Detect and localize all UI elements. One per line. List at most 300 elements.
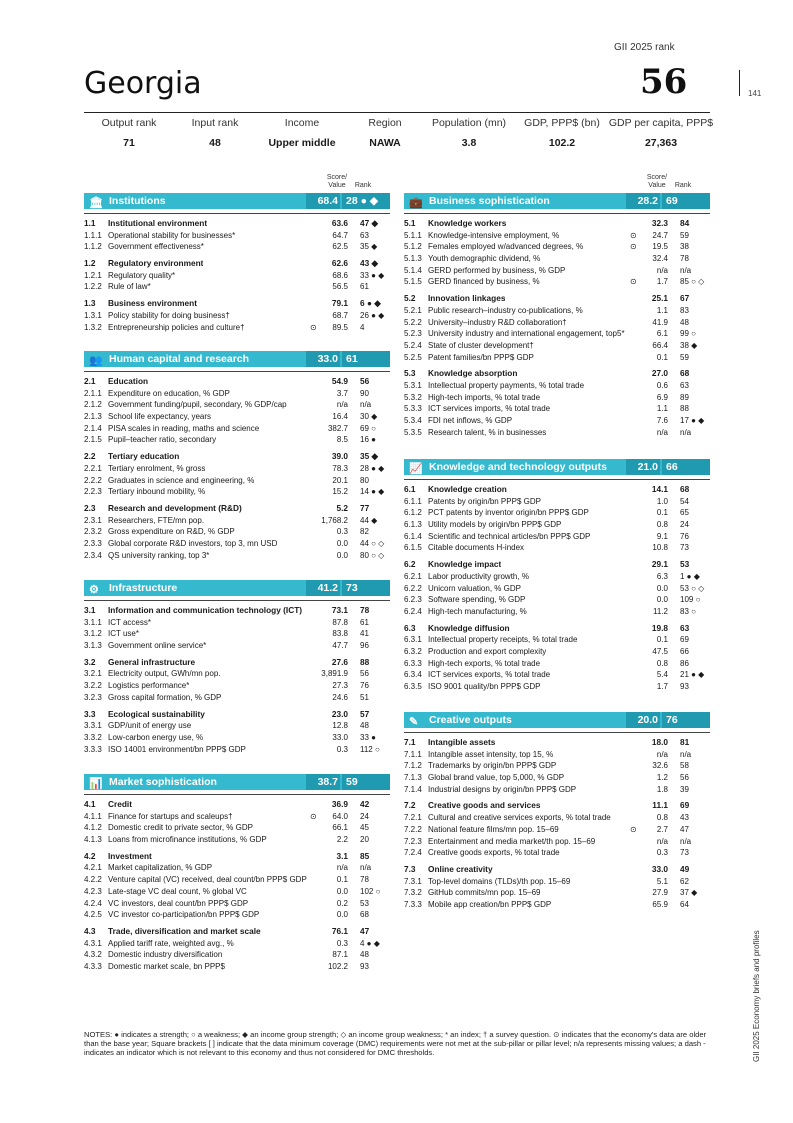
- summary-header: GDP per capita, PPP$: [608, 117, 714, 129]
- section-divider: [84, 794, 390, 795]
- indicator-row: [404, 887, 710, 899]
- indicator-code: 5.3.2: [404, 392, 422, 402]
- indicator-score: 41.9: [652, 317, 668, 327]
- indicator-label: Research talent, % in businesses: [428, 427, 547, 437]
- indicator-score: 79.1: [331, 298, 348, 309]
- indicator-rank: 43 ◆: [360, 258, 378, 269]
- indicator-label: Top-level domains (TLDs)/th pop. 15–69: [428, 876, 571, 886]
- indicator-label: GitHub commits/mn pop. 15–69: [428, 888, 541, 898]
- indicator-rank: 99 ○: [680, 329, 696, 339]
- section-divider: [84, 213, 390, 214]
- indicator-row: [404, 784, 710, 796]
- sub-pillar-row: [404, 737, 710, 749]
- indicator-label: Regulatory quality*: [108, 270, 176, 280]
- indicator-rank: 78: [360, 605, 370, 615]
- indicator-rank: 38 ◆: [680, 340, 698, 350]
- indicator-rank: 17 ● ◆: [680, 416, 705, 425]
- indicator-score: n/a: [656, 265, 668, 275]
- indicator-rank: 84: [680, 218, 690, 228]
- indicator-score: 47.7: [332, 641, 348, 651]
- indicator-row: [84, 668, 390, 680]
- indicator-code: 6.1.4: [404, 531, 422, 541]
- indicator-score: 1,768.2: [321, 515, 348, 525]
- indicator-code: 1.1: [84, 218, 96, 228]
- indicator-code: 5.2: [404, 293, 416, 304]
- indicator-code: 5.2.5: [404, 352, 422, 362]
- indicator-rank: 83 ○: [680, 606, 696, 616]
- indicator-label: Intangible assets: [428, 737, 496, 747]
- indicator-rank: 28 ● ◆: [360, 463, 385, 473]
- indicator-label: Gross capital formation, % GDP: [108, 692, 222, 702]
- indicator-code: 5.3.1: [404, 380, 422, 390]
- indicator-rank: 66: [680, 646, 689, 656]
- indicator-code: 2.1.5: [84, 435, 102, 445]
- indicator-row: [84, 538, 390, 550]
- indicator-rows: [404, 484, 710, 693]
- indicator-score: 0.8: [656, 658, 668, 668]
- indicator-rank: n/a: [680, 427, 692, 437]
- indicator-rank: n/a: [360, 400, 372, 410]
- indicator-rank: 33 ● ◆: [360, 270, 385, 280]
- side-running-title: GII 2025 Economy briefs and profiles: [752, 930, 761, 1062]
- indicator-score: 27.6: [331, 656, 348, 667]
- indicator-rank: 81: [680, 737, 690, 747]
- indicator-label: University–industry R&D collaboration†: [428, 317, 567, 327]
- indicator-label: Government effectiveness*: [108, 242, 204, 252]
- indicator-score: 25.1: [651, 293, 668, 304]
- indicator-code: 5.3.3: [404, 404, 422, 414]
- indicator-code: 1.2: [84, 258, 96, 269]
- indicator-rank: 63: [680, 622, 690, 633]
- indicator-score: 14.1: [651, 484, 668, 494]
- indicator-label: Entertainment and media market/th pop. 15–69: [428, 836, 596, 846]
- indicator-score: 10.8: [652, 543, 668, 553]
- indicator-rank: 68: [680, 484, 690, 494]
- indicator-code: 7.1.3: [404, 773, 422, 783]
- indicator-code: 3.2: [84, 656, 96, 667]
- indicator-rank: 47: [680, 824, 689, 834]
- indicator-label: Tertiary enrolment, % gross: [108, 463, 206, 473]
- indicator-label: Software spending, % GDP: [428, 595, 526, 605]
- indicator-rank: 63: [360, 230, 369, 240]
- indicator-code: 7.2.3: [404, 836, 422, 846]
- indicator-label: Government funding/pupil, secondary, % GDP/cap: [108, 400, 287, 410]
- indicator-score: 7.6: [656, 416, 668, 425]
- indicator-score: 19.5: [652, 242, 668, 252]
- indicator-row: [84, 909, 390, 921]
- summary-header: GDP, PPP$ (bn): [524, 117, 600, 129]
- indicator-rank: 53: [360, 898, 369, 908]
- indicator-rank: 53 ○ ◇: [680, 583, 705, 593]
- indicator-score: 20.1: [332, 475, 348, 485]
- indicator-code: 7.3: [404, 863, 416, 874]
- outdated-data-icon: ⊙: [630, 230, 637, 240]
- indicator-rank: 24: [680, 520, 689, 530]
- indicator-row: [84, 961, 390, 973]
- indicator-score: 87.1: [332, 950, 348, 960]
- indicator-score: 3.7: [336, 388, 348, 398]
- indicator-label: Rule of law*: [108, 282, 151, 292]
- indicator-code: 7.2.2: [404, 824, 422, 834]
- indicator-code: 7.1.2: [404, 761, 422, 771]
- indicator-label: Global brand value, top 5,000, % GDP: [428, 773, 565, 783]
- pillar-score: 38.7: [306, 774, 340, 790]
- indicator-rank: 16 ●: [360, 435, 376, 445]
- indicator-row: [84, 270, 390, 282]
- indicator-code: 2.1: [84, 376, 96, 386]
- indicator-rank: n/a: [680, 749, 692, 759]
- indicator-code: 7.2.4: [404, 848, 422, 858]
- indicator-label: Venture capital (VC) received, deal count/bn PPP$ GDP: [108, 875, 307, 885]
- sub-pillar-row: [84, 926, 390, 938]
- indicator-row: [404, 836, 710, 848]
- sub-pillar-row: [84, 298, 390, 310]
- indicator-label: General infrastructure: [108, 656, 196, 667]
- indicator-score: 36.9: [331, 799, 348, 809]
- indicator-code: 1.2.1: [84, 270, 102, 280]
- indicator-label: Industrial designs by origin/bn PPP$ GDP: [428, 784, 577, 794]
- indicator-row: [404, 634, 710, 646]
- sub-pillar-row: [404, 368, 710, 380]
- outdated-data-icon: ⊙: [630, 824, 637, 834]
- indicator-label: Tertiary education: [108, 451, 180, 462]
- indicator-code: 2.3.3: [84, 538, 102, 548]
- indicator-row: [404, 519, 710, 531]
- indicator-label: ICT access*: [108, 617, 151, 627]
- indicator-score: 11.1: [652, 800, 668, 811]
- indicator-label: VC investor co-participation/bn PPP$ GDP: [108, 910, 260, 920]
- indicator-rank: 61: [360, 617, 369, 627]
- indicator-code: 6.2.3: [404, 595, 422, 605]
- indicator-rank: 57: [360, 708, 370, 719]
- indicator-row: [84, 411, 390, 423]
- pillar-title: Human capital and research: [109, 353, 250, 365]
- indicator-label: Knowledge workers: [428, 218, 507, 228]
- indicator-label: Trademarks by origin/bn PPP$ GDP: [428, 761, 557, 771]
- indicator-score: 24.7: [652, 230, 668, 240]
- indicator-code: 3.2.2: [84, 681, 102, 691]
- indicator-score: 87.8: [332, 617, 348, 627]
- country-title: Georgia: [84, 66, 202, 101]
- indicator-row: [404, 415, 710, 427]
- indicator-label: Pupil–teacher ratio, secondary: [108, 435, 217, 445]
- indicator-score: 3.1: [336, 850, 348, 861]
- indicator-rank: 35 ◆: [360, 242, 378, 252]
- indicator-row: [404, 681, 710, 693]
- indicator-row: [404, 340, 710, 352]
- indicator-row: [404, 571, 710, 583]
- indicator-score: 66.1: [332, 823, 348, 833]
- indicator-label: Electricity output, GWh/mn pop.: [108, 669, 221, 679]
- indicator-code: 3.2.1: [84, 669, 102, 679]
- indicator-score: 73.1: [331, 605, 348, 615]
- indicator-score: 5.2: [336, 502, 348, 513]
- pillar-section: [84, 774, 390, 973]
- indicator-row: [84, 862, 390, 874]
- indicator-code: 4.2.4: [84, 898, 102, 908]
- indicator-label: Low-carbon energy use, %: [108, 732, 204, 742]
- indicator-rows: [404, 218, 710, 438]
- indicator-code: 3.1.2: [84, 629, 102, 639]
- indicator-label: Scientific and technical articles/bn PPP$ GDP: [428, 531, 591, 541]
- indicator-score: 1.1: [656, 404, 668, 414]
- indicator-row: [84, 744, 390, 756]
- sub-pillar-row: [404, 623, 710, 635]
- indicator-row: [84, 617, 390, 629]
- indicator-rank: 96: [360, 641, 369, 651]
- sub-pillar-row: [404, 293, 710, 305]
- indicator-rank: 73: [680, 543, 689, 553]
- indicator-row: [84, 322, 390, 334]
- indicator-code: 2.2.2: [84, 475, 102, 485]
- indicator-score: 32.6: [652, 761, 668, 771]
- indicator-row: [404, 403, 710, 415]
- indicator-rank: 78: [680, 254, 689, 264]
- indicator-score: 68.6: [332, 270, 348, 280]
- indicator-score: 19.8: [651, 622, 668, 633]
- sub-pillar-row: [84, 851, 390, 863]
- indicator-code: 2.1.1: [84, 388, 102, 398]
- page-number: 141: [748, 89, 762, 98]
- indicator-label: Ecological sustainability: [108, 708, 205, 719]
- indicator-label: Utility models by origin/bn PPP$ GDP: [428, 520, 562, 530]
- outdated-data-icon: ⊙: [630, 242, 637, 252]
- indicator-code: 1.3: [84, 298, 96, 309]
- indicator-score: 0.0: [336, 910, 348, 920]
- indicator-code: 6.3.3: [404, 658, 422, 668]
- indicator-code: 6.2.4: [404, 606, 422, 616]
- indicator-score: 0.8: [656, 813, 668, 823]
- rank-col-header-right: Rank: [674, 182, 692, 189]
- gii-rank-value: 56: [640, 62, 688, 102]
- indicator-code: 6.1.1: [404, 496, 422, 506]
- summary-header: Income: [284, 117, 320, 129]
- indicator-score: 62.5: [332, 242, 348, 252]
- sub-pillar-row: [84, 376, 390, 388]
- indicator-row: [84, 423, 390, 435]
- indicator-rank: 64: [680, 899, 689, 909]
- indicator-score: 33.0: [651, 863, 668, 874]
- indicator-label: Tertiary inbound mobility, %: [108, 487, 206, 497]
- indicator-score: 0.2: [336, 898, 348, 908]
- indicator-rank: 39: [680, 784, 689, 794]
- indicator-code: 5.3.4: [404, 416, 422, 425]
- indicator-rank: 112 ○: [360, 744, 380, 754]
- indicator-score: 16.4: [332, 412, 348, 422]
- indicator-label: Information and communication technology (ICT): [108, 605, 303, 615]
- section-divider: [404, 479, 710, 480]
- indicator-rank: 51: [360, 692, 369, 702]
- indicator-rank: 48: [360, 721, 369, 731]
- indicator-code: 1.1.2: [84, 242, 102, 252]
- indicator-label: Intellectual property payments, % total trade: [428, 380, 585, 390]
- score-col-header-right: Score/ Value: [646, 174, 668, 189]
- indicator-rank: 4 ● ◆: [360, 938, 380, 948]
- indicator-score: 23.0: [331, 708, 348, 719]
- indicator-label: ICT services imports, % total trade: [428, 404, 551, 414]
- indicator-rank: 20: [360, 835, 369, 845]
- indicator-label: ISO 14001 environment/bn PPP$ GDP: [108, 744, 246, 754]
- indicator-rank: 109 ○: [680, 595, 701, 605]
- indicator-code: 6.1.3: [404, 520, 422, 530]
- indicator-score: 0.1: [656, 352, 668, 362]
- indicator-code: 3.2.3: [84, 692, 102, 702]
- indicator-row: [84, 692, 390, 704]
- indicator-rank: n/a: [360, 863, 372, 873]
- indicator-rank: 68: [680, 368, 690, 379]
- indicator-label: High-tech imports, % total trade: [428, 392, 541, 402]
- indicator-rank: 33 ●: [360, 732, 376, 742]
- indicator-code: 5.1.5: [404, 277, 422, 287]
- indicator-label: Global corporate R&D investors, top 3, mn USD: [108, 538, 278, 548]
- indicator-row: [404, 230, 710, 242]
- indicator-row: [84, 732, 390, 744]
- pillar-rank: 66: [662, 459, 710, 475]
- indicator-row: [84, 241, 390, 253]
- indicator-label: Graduates in science and engineering, %: [108, 475, 255, 485]
- indicator-score: 29.1: [651, 559, 668, 570]
- indicator-score: 3,891.9: [321, 669, 348, 679]
- indicator-rank: 78: [360, 875, 369, 885]
- pillar-title: Knowledge and technology outputs: [429, 461, 607, 473]
- indicator-code: 7.3.2: [404, 888, 422, 898]
- indicator-row: [84, 515, 390, 527]
- indicator-label: Intangible asset intensity, top 15, %: [428, 749, 554, 759]
- indicator-score: 0.0: [656, 595, 668, 605]
- sub-pillar-row: [84, 799, 390, 811]
- indicator-score: 0.0: [336, 550, 348, 560]
- indicator-code: 6.2: [404, 559, 416, 570]
- pillar-section: [404, 712, 710, 911]
- indicator-row: [404, 496, 710, 508]
- indicator-rank: 85: [360, 850, 370, 861]
- summary-value: 3.8: [461, 137, 477, 149]
- indicator-rank: 93: [360, 961, 369, 971]
- indicator-score: 2.7: [656, 824, 668, 834]
- section-divider: [404, 213, 710, 214]
- indicator-score: 32.4: [652, 254, 668, 264]
- indicator-row: [84, 720, 390, 732]
- pillar-header: [404, 459, 710, 475]
- summary-header: Population (mn): [431, 117, 507, 129]
- indicator-rank: 69: [680, 800, 690, 811]
- indicator-rank: 85 ○ ◇: [680, 277, 705, 287]
- pillar-score: 33.0: [306, 351, 340, 367]
- outdated-data-icon: ⊙: [630, 277, 637, 287]
- indicator-rank: 61: [360, 282, 369, 292]
- indicator-label: Patents by origin/bn PPP$ GDP: [428, 496, 541, 506]
- indicator-score: 6.3: [656, 571, 668, 581]
- indicator-label: Creative goods and services: [428, 800, 541, 811]
- indicator-code: 4.2.3: [84, 886, 102, 896]
- indicator-label: Citable documents H-index: [428, 543, 525, 553]
- rank-col-header-left: Rank: [354, 182, 372, 189]
- indicator-code: 6.1: [404, 484, 416, 494]
- indicator-label: Logistics performance*: [108, 681, 190, 691]
- summary-value: 48: [209, 137, 221, 149]
- indicator-code: 1.1.1: [84, 230, 102, 240]
- indicator-code: 3.3.1: [84, 721, 102, 731]
- indicator-score: 0.0: [336, 538, 348, 548]
- indicator-code: 5.2.1: [404, 305, 422, 315]
- summary-header: Input rank: [191, 117, 239, 129]
- indicator-code: 3.3: [84, 708, 96, 719]
- indicator-score: 27.3: [332, 681, 348, 691]
- indicator-code: 3.1.1: [84, 617, 102, 627]
- indicator-score: 0.8: [656, 520, 668, 530]
- indicator-label: QS university ranking, top 3*: [108, 550, 210, 560]
- indicator-row: [84, 486, 390, 498]
- indicator-code: 5.2.3: [404, 329, 422, 339]
- indicator-score: 32.3: [651, 218, 668, 228]
- indicator-code: 7.3.1: [404, 876, 422, 886]
- pillar-title: Creative outputs: [429, 714, 512, 726]
- institutions-icon: 🏛: [89, 197, 103, 209]
- indicator-rank: 65: [680, 508, 689, 518]
- indicator-row: [404, 328, 710, 340]
- indicator-rank: 44 ○ ◇: [360, 538, 385, 548]
- indicator-code: 4.1: [84, 799, 96, 809]
- indicator-rank: 21 ● ◆: [680, 670, 705, 680]
- indicator-code: 4.3.3: [84, 961, 102, 971]
- indicator-row: [404, 606, 710, 618]
- indicator-score: 102.2: [327, 961, 348, 971]
- indicator-row: [84, 628, 390, 640]
- indicator-row: [404, 772, 710, 784]
- indicator-row: [404, 507, 710, 519]
- indicator-label: Unicorn valuation, % GDP: [428, 583, 521, 593]
- indicator-score: 12.8: [332, 721, 348, 731]
- indicator-rank: 53: [680, 559, 690, 570]
- indicator-label: Late-stage VC deal count, % global VC: [108, 886, 247, 896]
- indicator-score: 63.6: [331, 218, 348, 228]
- indicator-code: 5.2.4: [404, 340, 422, 350]
- indicator-code: 7.1.1: [404, 749, 422, 759]
- indicator-code: 5.3.5: [404, 427, 422, 437]
- indicator-code: 5.1.1: [404, 230, 422, 240]
- indicator-code: 2.3.2: [84, 527, 102, 537]
- indicator-score: 83.8: [332, 629, 348, 639]
- indicator-label: Innovation linkages: [428, 293, 506, 304]
- indicator-label: Labor productivity growth, %: [428, 571, 529, 581]
- indicator-label: Finance for startups and scaleups†: [108, 811, 233, 821]
- pillar-score: 41.2: [306, 580, 340, 596]
- indicator-label: ICT services exports, % total trade: [428, 670, 551, 680]
- indicator-label: Knowledge impact: [428, 559, 502, 570]
- indicator-rank: 77: [360, 502, 370, 513]
- indicator-code: 4.2: [84, 850, 96, 861]
- indicator-code: 6.1.5: [404, 543, 422, 553]
- indicator-code: 1.3.2: [84, 322, 102, 332]
- indicator-rank: 80 ○ ◇: [360, 550, 385, 560]
- indicator-score: 47.5: [652, 646, 668, 656]
- indicator-rank: 26 ● ◆: [360, 310, 385, 320]
- sub-pillar-row: [84, 218, 390, 230]
- indicator-rank: 76: [360, 681, 369, 691]
- indicator-code: 2.1.4: [84, 423, 102, 433]
- indicator-label: Youth demographic dividend, %: [428, 254, 541, 264]
- indicator-code: 4.2.1: [84, 863, 102, 873]
- indicator-code: 3.1.3: [84, 641, 102, 651]
- indicator-label: PCT patents by inventor origin/bn PPP$ GDP: [428, 508, 589, 518]
- pillar-title: Infrastructure: [109, 582, 178, 594]
- indicator-rank: 82: [360, 527, 369, 537]
- pillar-rank: 28 ● ◆: [342, 193, 390, 209]
- indicator-label: Regulatory environment: [108, 258, 204, 269]
- indicator-row: [84, 680, 390, 692]
- pillar-header: [84, 774, 390, 790]
- sub-pillar-row: [84, 451, 390, 463]
